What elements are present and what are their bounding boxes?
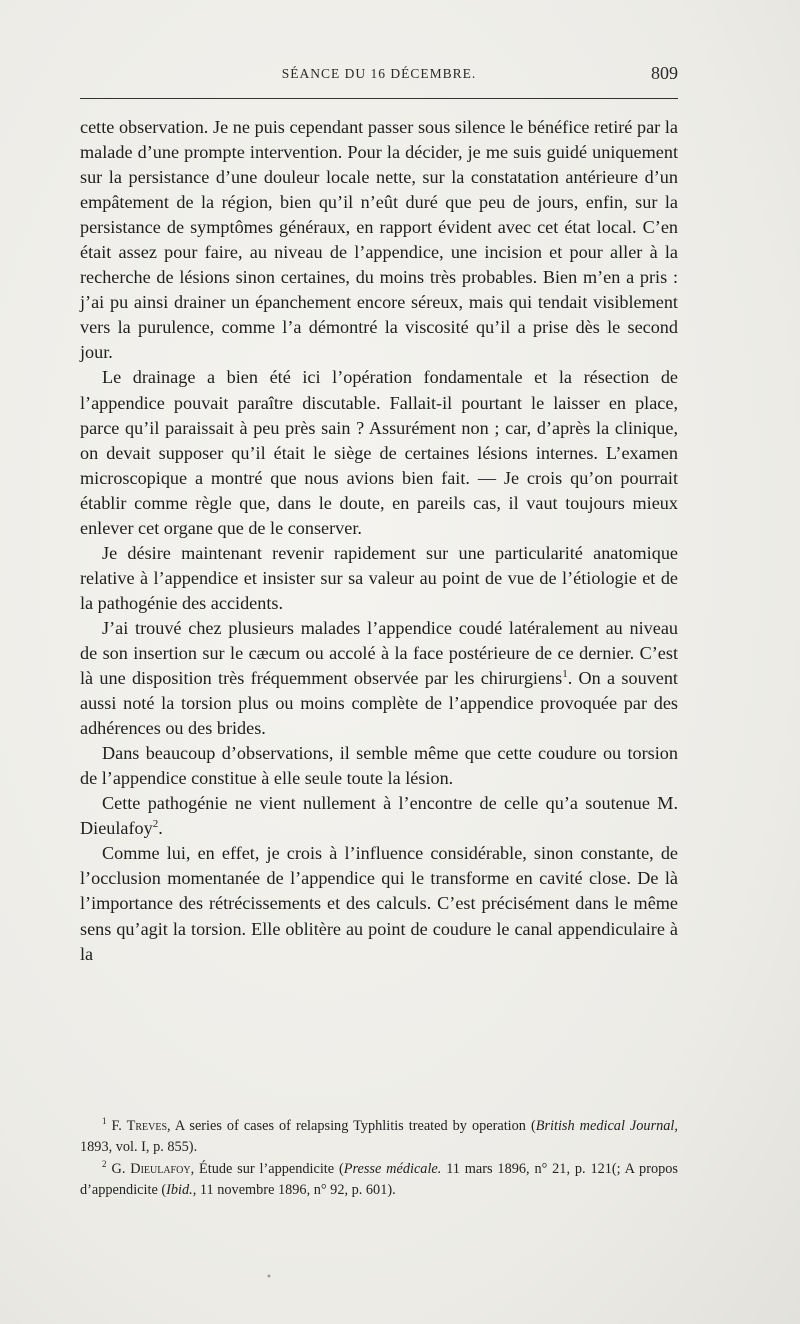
ink-speck: •: [266, 1272, 272, 1283]
footnote-text: A series of cases of relapsing Typhlitis treated by operation (: [170, 1118, 536, 1134]
footnote: [80, 1159, 678, 1202]
footnote-mark: 2: [102, 1159, 107, 1170]
paragraph: cette observation. Je ne puis cependant passer sous silence le bénéfice retiré par la malade d’une prompte intervention. Pour la décider, je me suis guidé uniquement sur la persistance d’une douleur locale nette, sur la constatation antérieure d’un empâtement de la région, bien qu’il n’eût duré que peu de jours, enfin, sur la persistance de symptômes généraux, en rapport évident avec cet état local. C’en était assez pour faire, au niveau de l’appendice, une incision et pour aller à la recherche de lésions sinon certaines, du moins très probables. Bien m’en a pris : j’ai pu ainsi drainer un épanchement encore séreux, mais qui tendait visiblement vers la purulence, comme l’a démontré la viscosité qu’il a prise dès le second jour.: [80, 117, 678, 363]
footnote-journal: Ibid.,: [166, 1182, 197, 1199]
paragraph: [80, 616, 678, 741]
body-text: [80, 115, 678, 967]
footnote-reference: 1: [562, 667, 568, 680]
page-number: 809: [651, 63, 678, 83]
paragraph-text: Cette pathogénie ne vient nullement à l’encontre de celle qu’a soutenue M. Dieulafoy: [80, 793, 678, 839]
paragraph-text: .: [158, 818, 163, 839]
footnote-text: Étude sur l’appendicite (: [194, 1160, 344, 1177]
paragraph-text: J’ai trouvé chez plusieurs malades l’appendice coudé latéralement au niveau de son insertion sur le cæcum ou accolé à la face postérieure de ce dernier. C’est là une disposition très fréquemment observée par les chirurgiens: [80, 617, 678, 689]
page-header: [80, 60, 678, 94]
paragraph: Le drainage a bien été ici l’opération fondamentale et la résection de l’appendice pouvait paraître discutable. Fallait-il pourtant le laisser en place, parce qu’il paraissait à peu près sain ? Assurément non ; car, d’après la clinique, on devait supposer qu’il était le siège de certaines lésions internes. L’examen microscopique a montré que nous avions bien fait. — Je crois qu’on pourrait établir comme règle que, dans le doute, en pareils cas, il vaut toujours mieux enlever cet organe que de le conserver.: [80, 367, 678, 538]
footnote: [80, 1116, 678, 1159]
footnote-journal: Presse médicale.: [343, 1160, 442, 1177]
footnote-author: G. Dieulafoy,: [111, 1160, 195, 1177]
footnotes: [80, 1116, 678, 1202]
paragraph: Je désire maintenant revenir rapidement sur une particularité anatomique relative à l’appendice et insister sur sa valeur au point de vue de l’étiologie et de la pathogénie des accidents.: [80, 542, 678, 613]
paragraph: [80, 791, 678, 841]
running-title: SÉANCE DU 16 DÉCEMBRE.: [281, 66, 477, 81]
paragraph: Dans beaucoup d’observations, il semble même que cette coudure ou torsion de l’appendice constitue à elle seule toute la lésion.: [80, 743, 678, 789]
footnote-journal: British medical Journal,: [535, 1118, 678, 1134]
footnote-text: 11 mars 1896, n° 21, p. 121(; A propos d’appendicite (: [80, 1160, 678, 1199]
header-rule: [80, 98, 678, 99]
footnote-author: F. Treves,: [111, 1118, 171, 1134]
footnote-reference: 2: [152, 818, 159, 831]
paragraph: Comme lui, en effet, je crois à l’influence considérable, sinon constante, de l’occlusion momentanée de l’appendice qui le transforme en cavité close. De là l’importance des rétrécissements et des calculs. C’est précisément dans le même sens qu’agit la torsion. Elle oblitère au point de coudure le canal appendiculaire à la: [80, 843, 678, 964]
footnote-text: 11 novembre 1896, n° 92, p. 601).: [196, 1182, 396, 1199]
paragraph-text: . On a souvent aussi noté la torsion plus ou moins complète de l’appendice provoquée par des adhérences ou des brides.: [80, 668, 678, 739]
footnote-text: 1893, vol. I, p. 855).: [80, 1139, 198, 1156]
footnote-mark: 1: [102, 1116, 107, 1127]
